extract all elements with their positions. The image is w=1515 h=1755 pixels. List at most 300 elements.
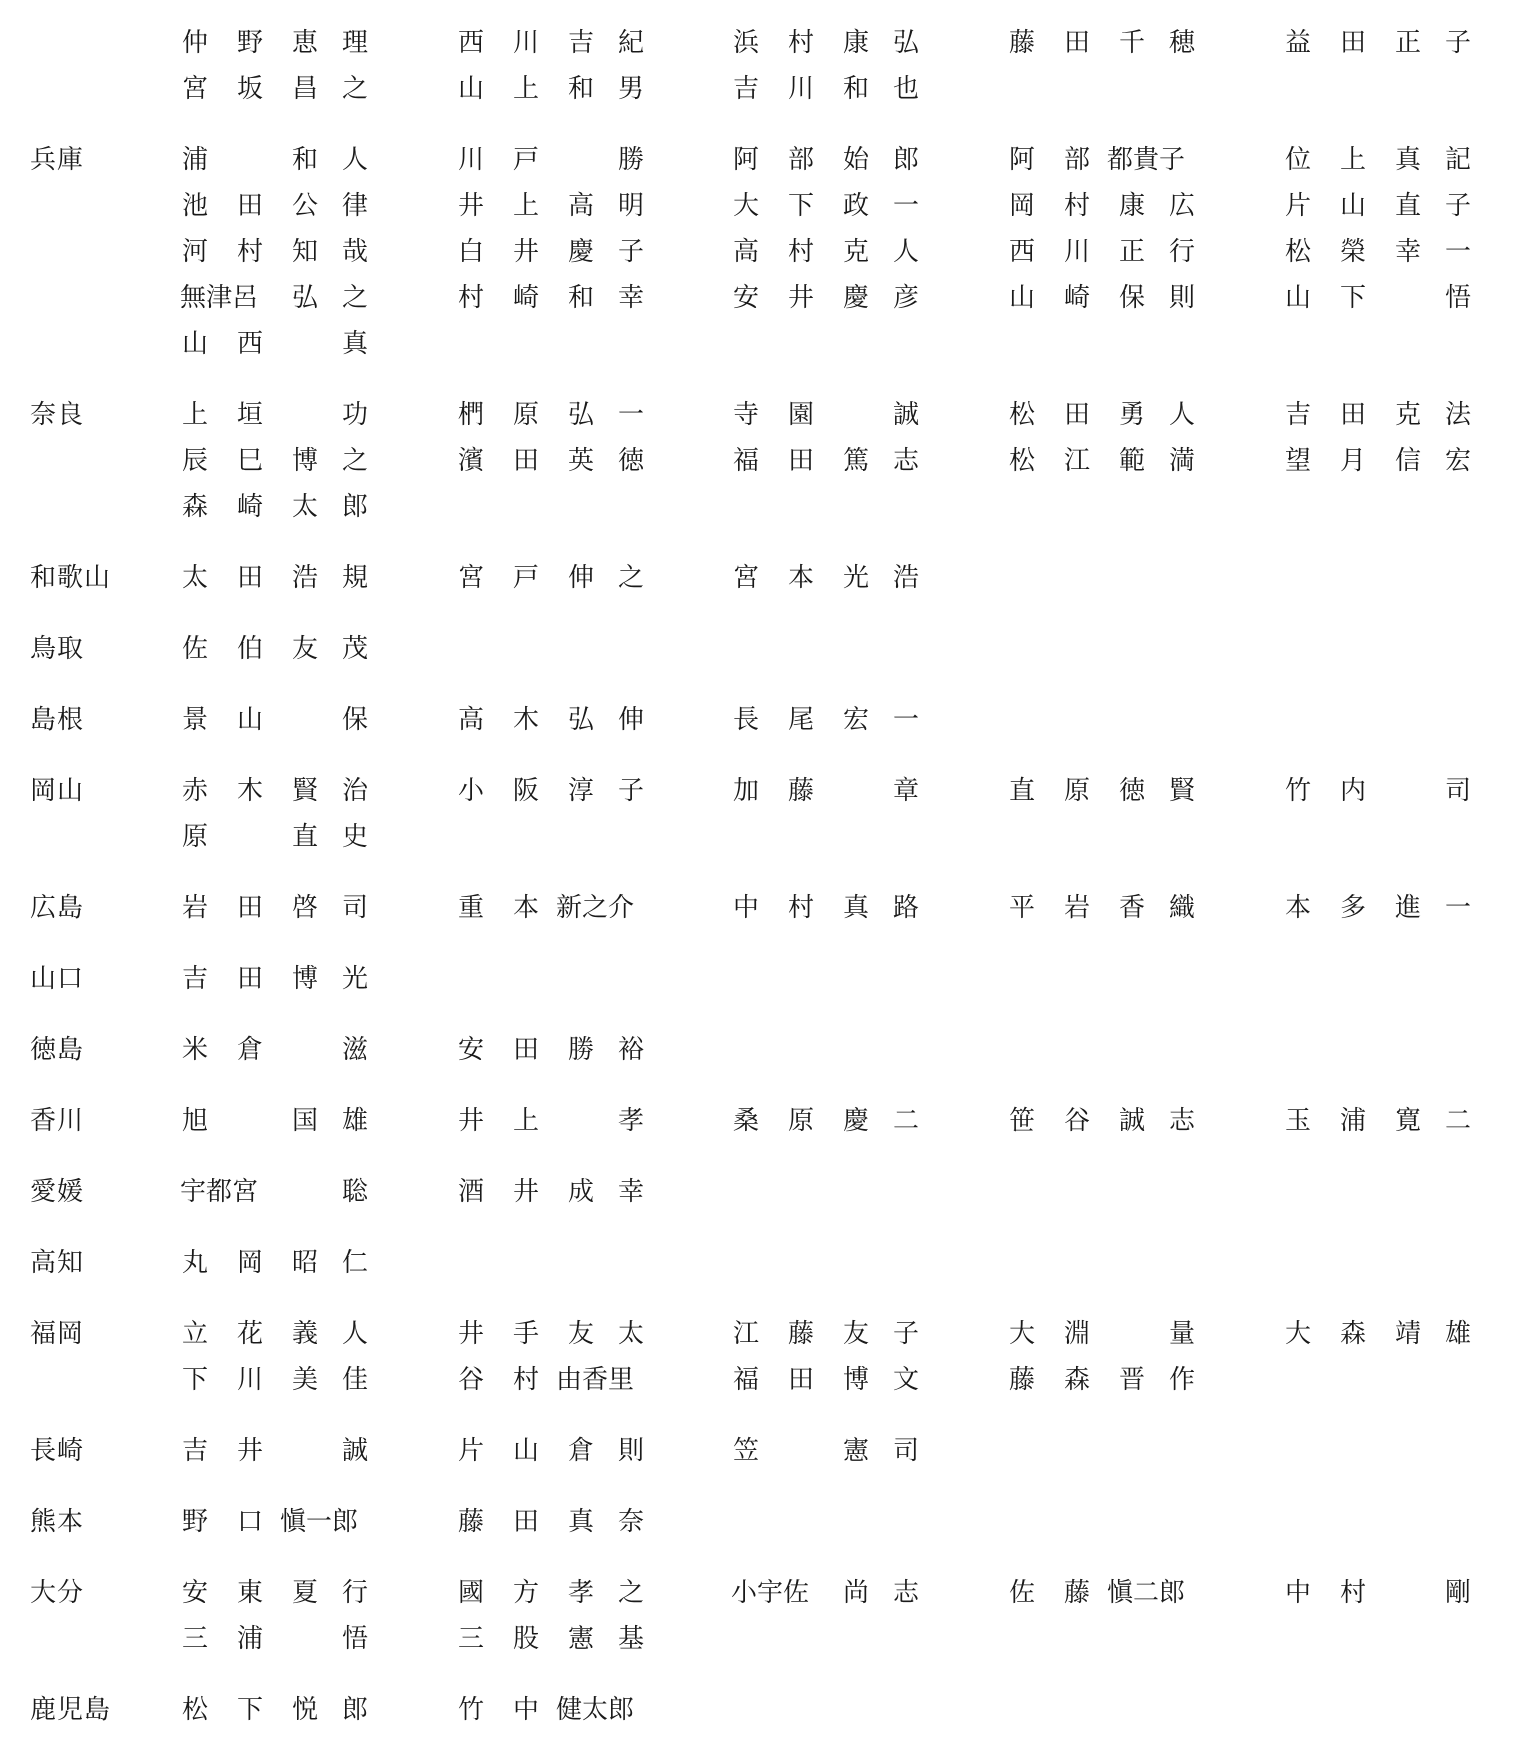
name-glyph: 和 (291, 145, 318, 175)
member-name (456, 1319, 646, 1349)
member-name (731, 563, 921, 593)
name-glyph: 内 (1339, 776, 1366, 806)
name-glyph: 加 (732, 776, 759, 806)
name-glyph: 崎 (512, 283, 539, 313)
member-name (731, 1365, 921, 1395)
name-glyph: 幸 (617, 283, 644, 313)
name-glyph: 田 (787, 446, 814, 476)
name-glyph: 股 (512, 1624, 539, 1654)
name-glyph: 誠 (892, 400, 919, 430)
name-glyph: 伸 (617, 705, 644, 735)
name-glyph: 竹 (457, 1695, 484, 1725)
name-glyph: 田 (512, 1507, 539, 1537)
name-glyph: 律 (341, 191, 368, 221)
name-glyph: 政 (842, 191, 869, 221)
member-name (180, 145, 370, 175)
member-name (456, 893, 646, 923)
name-glyph: 佐 (1008, 1578, 1035, 1608)
member-name (456, 145, 646, 175)
name-glyph: 尚 (842, 1578, 869, 1608)
name-glyph: 田 (236, 893, 263, 923)
name-glyph: 博 (291, 446, 318, 476)
member-name (456, 400, 646, 430)
name-glyph: 安 (457, 1035, 484, 1065)
name-glyph: 賢 (1168, 776, 1195, 806)
name-glyph: 徳 (1118, 776, 1145, 806)
name-glyph: 岩 (1063, 893, 1090, 923)
member-name (180, 283, 370, 313)
name-glyph: 田 (512, 1035, 539, 1065)
member-name (456, 1624, 646, 1654)
member-name (1283, 283, 1473, 313)
name-glyph: 弘 (567, 705, 594, 735)
name-glyph: 太 (181, 563, 208, 593)
name-glyph: 悦 (291, 1695, 318, 1725)
name-glyph: 吉 (732, 74, 759, 104)
member-name (456, 776, 646, 806)
name-glyph: 桑 (732, 1106, 759, 1136)
name-glyph: 山 (1339, 191, 1366, 221)
name-glyph: 友 (567, 1319, 594, 1349)
member-name (180, 1507, 370, 1537)
name-glyph: 成 (567, 1177, 594, 1207)
name-glyph: 浦 (236, 1624, 263, 1654)
member-name (180, 237, 370, 267)
member-name (180, 74, 370, 104)
name-glyph: 部 (1063, 145, 1090, 175)
name-glyph: 光 (341, 964, 368, 994)
name-glyph: 花 (236, 1319, 263, 1349)
name-glyph: 人 (341, 1319, 368, 1349)
name-glyph: 赤 (181, 776, 208, 806)
name-glyph: 村 (1063, 191, 1090, 221)
name-glyph: 子 (617, 237, 644, 267)
name-glyph: 園 (787, 400, 814, 430)
name-glyph: 安 (181, 1578, 208, 1608)
name-glyph: 満 (1168, 446, 1195, 476)
name-glyph: 浦 (181, 145, 208, 175)
member-name (180, 1319, 370, 1349)
name-glyph: 誠 (1118, 1106, 1145, 1136)
name-glyph: 位 (1284, 145, 1311, 175)
member-name (180, 1624, 370, 1654)
name-glyph: 井 (787, 283, 814, 313)
name-glyph: 江 (1063, 446, 1090, 476)
name-glyph: 美 (291, 1365, 318, 1395)
name-glyph: 野 (236, 28, 263, 58)
name-glyph: 森 (1063, 1365, 1090, 1395)
name-glyph: 藤 (787, 776, 814, 806)
name-glyph: 崎 (1063, 283, 1090, 313)
member-name (731, 28, 921, 58)
member-name (1283, 145, 1473, 175)
name-glyph: 片 (1284, 191, 1311, 221)
name-glyph: 無津呂 (180, 283, 259, 313)
name-glyph: 山 (1284, 283, 1311, 313)
name-glyph: 村 (787, 893, 814, 923)
name-glyph: 篤 (842, 446, 869, 476)
member-name (731, 74, 921, 104)
name-glyph: 淳 (567, 776, 594, 806)
name-glyph: 村 (1339, 1578, 1366, 1608)
member-name (731, 237, 921, 267)
name-glyph: 田 (1063, 400, 1090, 430)
name-glyph: 下 (787, 191, 814, 221)
name-glyph: 山 (512, 1436, 539, 1466)
name-glyph: 川 (1063, 237, 1090, 267)
member-name (456, 446, 646, 476)
member-name (180, 1177, 370, 1207)
name-glyph: 治 (341, 776, 368, 806)
name-glyph: 月 (1339, 446, 1366, 476)
name-glyph: 人 (1168, 400, 1195, 430)
name-glyph: 友 (842, 1319, 869, 1349)
name-glyph: 史 (341, 822, 368, 852)
name-glyph: 正 (1118, 237, 1145, 267)
name-glyph: 志 (892, 446, 919, 476)
name-glyph: 立 (181, 1319, 208, 1349)
member-name (1007, 400, 1197, 430)
name-glyph: 上 (512, 74, 539, 104)
name-glyph: 志 (1168, 1106, 1195, 1136)
name-glyph: 之 (617, 1578, 644, 1608)
name-glyph: 慶 (567, 237, 594, 267)
name-glyph: 孝 (567, 1578, 594, 1608)
name-glyph: 小 (457, 776, 484, 806)
name-glyph: 直 (1394, 191, 1421, 221)
name-glyph: 記 (1444, 145, 1471, 175)
name-glyph: 香 (1118, 893, 1145, 923)
member-name (180, 446, 370, 476)
name-glyph: 東 (236, 1578, 263, 1608)
name-glyph: 雄 (1444, 1319, 1471, 1349)
name-glyph: 光 (842, 563, 869, 593)
name-glyph: 愼一郎 (280, 1507, 359, 1537)
name-glyph: 悟 (1444, 283, 1471, 313)
name-glyph: 玉 (1284, 1106, 1311, 1136)
region-label: 熊本 (30, 1507, 85, 1537)
name-glyph: 井 (236, 1436, 263, 1466)
name-glyph: 谷 (1063, 1106, 1090, 1136)
name-glyph: 穂 (1168, 28, 1195, 58)
name-glyph: 片 (457, 1436, 484, 1466)
name-glyph: 一 (892, 705, 919, 735)
name-glyph: 子 (1444, 191, 1471, 221)
member-name (731, 145, 921, 175)
name-glyph: 二 (892, 1106, 919, 1136)
name-glyph: 弘 (291, 283, 318, 313)
member-name (456, 237, 646, 267)
name-glyph: 村 (236, 237, 263, 267)
name-glyph: 大 (1008, 1319, 1035, 1349)
name-glyph: 三 (457, 1624, 484, 1654)
name-glyph: 方 (512, 1578, 539, 1608)
name-glyph: 酒 (457, 1177, 484, 1207)
region-label: 和歌山 (30, 563, 112, 593)
name-glyph: 多 (1339, 893, 1366, 923)
name-glyph: 田 (1063, 28, 1090, 58)
name-glyph: 真 (842, 893, 869, 923)
member-name (1283, 776, 1473, 806)
name-glyph: 村 (787, 28, 814, 58)
name-glyph: 原 (1063, 776, 1090, 806)
name-glyph: 井 (512, 237, 539, 267)
name-glyph: 也 (892, 74, 919, 104)
name-glyph: 仲 (181, 28, 208, 58)
name-glyph: 郎 (341, 1695, 368, 1725)
member-name (1007, 446, 1197, 476)
name-glyph: 笠 (732, 1436, 759, 1466)
name-glyph: 濱 (457, 446, 484, 476)
name-glyph: 司 (892, 1436, 919, 1466)
name-glyph: 口 (236, 1507, 263, 1537)
name-glyph: 村 (457, 283, 484, 313)
member-name (180, 822, 370, 852)
name-glyph: 川 (236, 1365, 263, 1395)
name-glyph: 真 (567, 1507, 594, 1537)
name-glyph: 田 (236, 191, 263, 221)
name-glyph: 戸 (512, 145, 539, 175)
name-glyph: 大 (1284, 1319, 1311, 1349)
name-glyph: 松 (1284, 237, 1311, 267)
name-glyph: 上 (1339, 145, 1366, 175)
member-name (456, 283, 646, 313)
name-glyph: 克 (842, 237, 869, 267)
member-name (1007, 1319, 1197, 1349)
name-glyph: 奈 (617, 1507, 644, 1537)
region-label: 鳥取 (30, 634, 85, 664)
name-glyph: 太 (617, 1319, 644, 1349)
member-name (1007, 28, 1197, 58)
name-glyph: 藤 (457, 1507, 484, 1537)
name-glyph: 友 (291, 634, 318, 664)
member-name (1007, 283, 1197, 313)
name-glyph: 岡 (236, 1248, 263, 1278)
name-glyph: 弘 (892, 28, 919, 58)
member-name (180, 1365, 370, 1395)
member-name (731, 1106, 921, 1136)
member-name (1007, 237, 1197, 267)
name-glyph: 幸 (617, 1177, 644, 1207)
member-name (180, 776, 370, 806)
name-glyph: 崎 (236, 492, 263, 522)
name-glyph: 和 (567, 74, 594, 104)
name-glyph: 則 (617, 1436, 644, 1466)
member-name (1283, 1319, 1473, 1349)
name-glyph: 郎 (341, 492, 368, 522)
name-glyph: 松 (1008, 400, 1035, 430)
name-glyph: 岡 (1008, 191, 1035, 221)
member-name (180, 1578, 370, 1608)
name-glyph: 子 (1444, 28, 1471, 58)
name-glyph: 高 (457, 705, 484, 735)
member-name (180, 1035, 370, 1065)
name-glyph: 公 (291, 191, 318, 221)
name-glyph: 寺 (732, 400, 759, 430)
name-glyph: 一 (617, 400, 644, 430)
name-glyph: 弘 (567, 400, 594, 430)
name-glyph: 英 (567, 446, 594, 476)
name-glyph: 坂 (236, 74, 263, 104)
name-glyph: 田 (512, 446, 539, 476)
member-name (456, 1365, 646, 1395)
member-name (456, 74, 646, 104)
name-glyph: 剛 (1444, 1578, 1471, 1608)
name-glyph: 夏 (291, 1578, 318, 1608)
member-name (456, 1106, 646, 1136)
member-name (1007, 1106, 1197, 1136)
name-glyph: 國 (457, 1578, 484, 1608)
member-name (456, 28, 646, 58)
member-name (456, 1507, 646, 1537)
name-glyph: 上 (181, 400, 208, 430)
name-glyph: 部 (787, 145, 814, 175)
name-glyph: 辰 (181, 446, 208, 476)
name-glyph: 宮 (732, 563, 759, 593)
member-name (180, 1695, 370, 1725)
name-glyph: 志 (892, 1578, 919, 1608)
name-glyph: 佐 (181, 634, 208, 664)
name-glyph: 子 (892, 1319, 919, 1349)
name-glyph: 田 (1339, 28, 1366, 58)
name-glyph: 人 (892, 237, 919, 267)
name-glyph: 益 (1284, 28, 1311, 58)
member-name (180, 191, 370, 221)
name-glyph: 景 (181, 705, 208, 735)
name-glyph: 知 (291, 237, 318, 267)
name-glyph: 彦 (892, 283, 919, 313)
name-glyph: 滋 (341, 1035, 368, 1065)
name-glyph: 巳 (236, 446, 263, 476)
name-glyph: 規 (341, 563, 368, 593)
name-glyph: 倉 (236, 1035, 263, 1065)
name-glyph: 浩 (291, 563, 318, 593)
name-glyph: 森 (181, 492, 208, 522)
region-label: 長崎 (30, 1436, 85, 1466)
name-glyph: 手 (512, 1319, 539, 1349)
name-glyph: 吉 (1284, 400, 1311, 430)
name-glyph: 新之介 (556, 893, 635, 923)
name-glyph: 克 (1394, 400, 1421, 430)
name-glyph: 紀 (617, 28, 644, 58)
name-glyph: 勇 (1118, 400, 1145, 430)
name-glyph: 行 (341, 1578, 368, 1608)
name-glyph: 義 (291, 1319, 318, 1349)
member-name (731, 191, 921, 221)
member-name (731, 400, 921, 430)
name-glyph: 宮 (457, 563, 484, 593)
name-glyph: 一 (892, 191, 919, 221)
name-glyph: 重 (457, 893, 484, 923)
member-name (456, 191, 646, 221)
name-glyph: 西 (457, 28, 484, 58)
region-label: 奈良 (30, 400, 85, 430)
name-glyph: 藤 (787, 1319, 814, 1349)
name-glyph: 山 (236, 705, 263, 735)
name-glyph: 之 (617, 563, 644, 593)
name-glyph: 徳 (617, 446, 644, 476)
member-name (180, 634, 370, 664)
member-name (731, 776, 921, 806)
name-glyph: 田 (236, 964, 263, 994)
region-label: 愛媛 (30, 1177, 85, 1207)
name-glyph: 晋 (1118, 1365, 1145, 1395)
name-glyph: 康 (842, 28, 869, 58)
name-glyph: 一 (1444, 237, 1471, 267)
name-glyph: 健太郎 (556, 1695, 635, 1725)
name-glyph: 悟 (341, 1624, 368, 1654)
member-name (456, 1035, 646, 1065)
name-glyph: 平 (1008, 893, 1035, 923)
name-glyph: 啓 (291, 893, 318, 923)
member-name (1283, 1106, 1473, 1136)
name-glyph: 山 (457, 74, 484, 104)
name-glyph: 本 (787, 563, 814, 593)
name-glyph: 章 (892, 776, 919, 806)
name-glyph: 直 (291, 822, 318, 852)
name-glyph: 千 (1118, 28, 1145, 58)
name-glyph: 恵 (291, 28, 318, 58)
name-glyph: 仁 (341, 1248, 368, 1278)
name-glyph: 竹 (1284, 776, 1311, 806)
member-name (1007, 776, 1197, 806)
name-glyph: 司 (1444, 776, 1471, 806)
name-glyph: 三 (181, 1624, 208, 1654)
name-glyph: 本 (1284, 893, 1311, 923)
name-glyph: 阿 (732, 145, 759, 175)
name-glyph: 大 (732, 191, 759, 221)
name-glyph: 雄 (341, 1106, 368, 1136)
name-glyph: 井 (457, 1106, 484, 1136)
name-glyph: 司 (341, 893, 368, 923)
member-name (180, 1248, 370, 1278)
name-glyph: 吉 (181, 964, 208, 994)
name-glyph: 基 (617, 1624, 644, 1654)
member-name (1283, 400, 1473, 430)
member-name (456, 1177, 646, 1207)
name-glyph: 真 (341, 329, 368, 359)
member-name (180, 28, 370, 58)
name-glyph: 尾 (787, 705, 814, 735)
name-glyph: 保 (341, 705, 368, 735)
name-glyph: 田 (787, 1365, 814, 1395)
region-label: 広島 (30, 893, 85, 923)
name-glyph: 和 (842, 74, 869, 104)
name-glyph: 藤 (1063, 1578, 1090, 1608)
name-glyph: 森 (1339, 1319, 1366, 1349)
member-name (180, 705, 370, 735)
name-glyph: 井 (457, 191, 484, 221)
member-name (180, 492, 370, 522)
name-glyph: 木 (236, 776, 263, 806)
name-glyph: 正 (1394, 28, 1421, 58)
name-glyph: 椚 (457, 400, 484, 430)
name-glyph: 勝 (567, 1035, 594, 1065)
name-glyph: 賢 (291, 776, 318, 806)
member-name (456, 705, 646, 735)
name-glyph: 法 (1444, 400, 1471, 430)
name-glyph: 高 (732, 237, 759, 267)
name-glyph: 憲 (567, 1624, 594, 1654)
name-glyph: 路 (892, 893, 919, 923)
name-glyph: 憲 (842, 1436, 869, 1466)
name-glyph: 吉 (567, 28, 594, 58)
name-glyph: 宏 (842, 705, 869, 735)
name-glyph: 都貴子 (1107, 145, 1186, 175)
name-glyph: 原 (181, 822, 208, 852)
name-glyph: 山 (181, 329, 208, 359)
region-label: 鹿児島 (30, 1695, 112, 1725)
